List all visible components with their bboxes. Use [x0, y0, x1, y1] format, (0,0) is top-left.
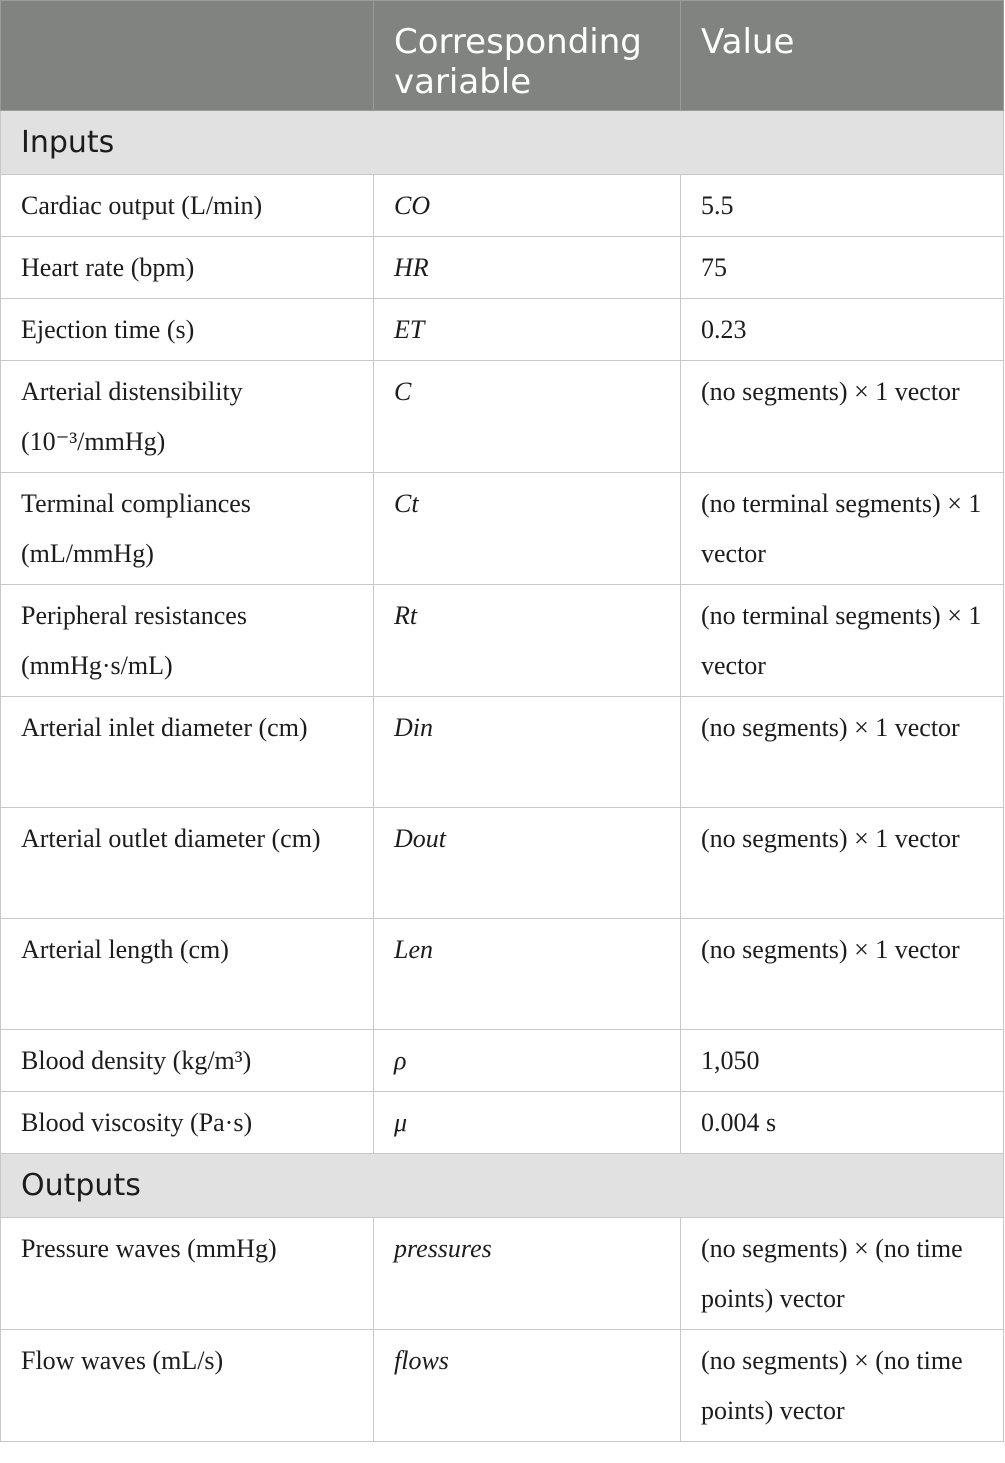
value-cell: (no segments) × (no time points) vector [681, 1330, 1004, 1442]
header-value: Value [681, 1, 1004, 111]
table-row [1, 1218, 1004, 1330]
parameter-cell: Ejection time (s) [1, 299, 374, 361]
variable-cell: C [374, 361, 681, 473]
table-row [1, 919, 1004, 1030]
value-cell: 75 [681, 237, 1004, 299]
variable-cell: Len [374, 919, 681, 1030]
value-cell: 0.23 [681, 299, 1004, 361]
variable-cell: flows [374, 1330, 681, 1442]
parameter-cell: Pressure waves (mmHg) [1, 1218, 374, 1330]
table-row [1, 585, 1004, 697]
parameter-cell: Arterial distensibility (10⁻³/mmHg) [1, 361, 374, 473]
header-parameter [1, 1, 374, 111]
variable-cell: ρ [374, 1030, 681, 1092]
variable-cell: μ [374, 1092, 681, 1154]
table-row [1, 1330, 1004, 1442]
variable-cell: Ct [374, 473, 681, 585]
parameter-cell: Terminal compliances (mL/mmHg) [1, 473, 374, 585]
table-row [1, 808, 1004, 919]
parameter-cell: Heart rate (bpm) [1, 237, 374, 299]
variable-cell: HR [374, 237, 681, 299]
table-row [1, 175, 1004, 237]
value-cell: (no segments) × 1 vector [681, 697, 1004, 808]
value-cell: 5.5 [681, 175, 1004, 237]
parameter-cell: Arterial length (cm) [1, 919, 374, 1030]
parameter-cell: Peripheral resistances (mmHg·s/mL) [1, 585, 374, 697]
value-cell: (no terminal segments) × 1 vector [681, 585, 1004, 697]
table-row [1, 299, 1004, 361]
variable-cell: pressures [374, 1218, 681, 1330]
variable-cell: Dout [374, 808, 681, 919]
parameter-cell: Arterial outlet diameter (cm) [1, 808, 374, 919]
value-cell: (no segments) × (no time points) vector [681, 1218, 1004, 1330]
parameter-cell: Flow waves (mL/s) [1, 1330, 374, 1442]
header-row [1, 1, 1004, 111]
table-row [1, 237, 1004, 299]
table-row [1, 361, 1004, 473]
parameter-cell: Cardiac output (L/min) [1, 175, 374, 237]
value-cell: (no segments) × 1 vector [681, 361, 1004, 473]
variable-cell: Din [374, 697, 681, 808]
variable-cell: CO [374, 175, 681, 237]
value-cell: 0.004 s [681, 1092, 1004, 1154]
value-cell: (no segments) × 1 vector [681, 919, 1004, 1030]
parameter-cell: Arterial inlet diameter (cm) [1, 697, 374, 808]
section-label-inputs: Inputs [1, 111, 1004, 175]
header-corresponding-variable: Corresponding variable [374, 1, 681, 111]
section-row-outputs [1, 1154, 1004, 1218]
value-cell: 1,050 [681, 1030, 1004, 1092]
table-row [1, 697, 1004, 808]
section-label-outputs: Outputs [1, 1154, 1004, 1218]
variable-cell: ET [374, 299, 681, 361]
parameter-cell: Blood viscosity (Pa·s) [1, 1092, 374, 1154]
variable-cell: Rt [374, 585, 681, 697]
value-cell: (no terminal segments) × 1 vector [681, 473, 1004, 585]
value-cell: (no segments) × 1 vector [681, 808, 1004, 919]
table-row [1, 473, 1004, 585]
parameter-cell: Blood density (kg/m³) [1, 1030, 374, 1092]
table-row [1, 1092, 1004, 1154]
table-row [1, 1030, 1004, 1092]
section-row-inputs [1, 111, 1004, 175]
